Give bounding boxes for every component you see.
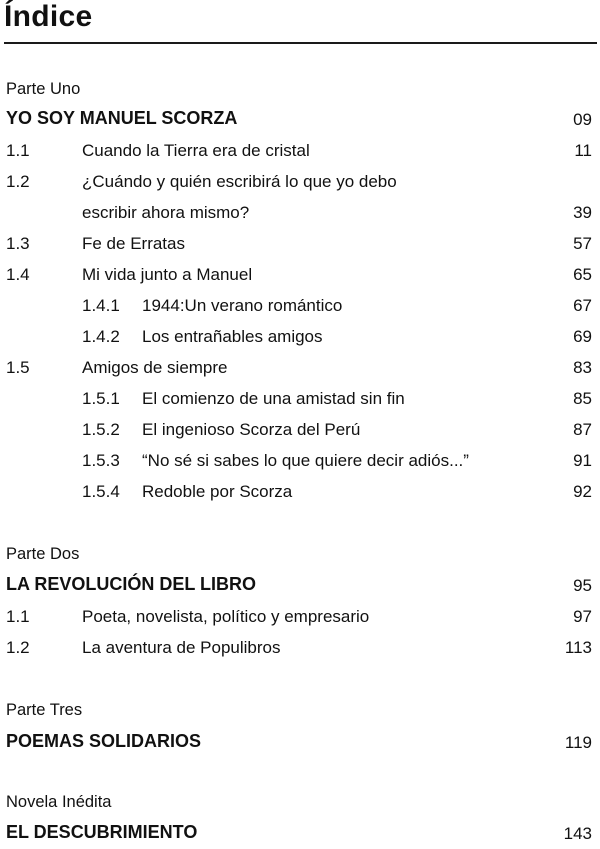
part-label: Novela Inédita [6,793,112,811]
entry-number: 1.3 [6,234,30,253]
part-label: Parte Uno [6,80,81,98]
part-page-number: 09 [573,110,592,129]
entry-title: Cuando la Tierra era de cristal [82,141,310,160]
toc-subentry [0,446,600,476]
part-title: EL DESCUBRIMIENTO [6,822,198,842]
part-label: Parte Tres [6,701,83,719]
entry-number: 1.5.3 [82,451,120,470]
part-title: YO SOY MANUEL SCORZA [6,108,238,128]
entry-title: escribir ahora mismo? [82,203,250,222]
entry-number: 1.2 [6,638,30,657]
entry-page-number: 65 [573,265,592,284]
entry-page-number: 67 [573,296,592,315]
title-rule [4,42,597,44]
index-title: Índice [4,0,93,33]
entry-title: Redoble por Scorza [142,482,293,501]
entry-number: 1.4.1 [82,296,120,315]
entry-title: Amigos de siempre [82,358,228,377]
part-page-number: 143 [563,824,592,843]
entry-page-number: 11 [574,141,592,160]
entry-number: 1.2 [6,172,30,191]
entry-title: ¿Cuándo y quién escribirá lo que yo debo [82,172,397,191]
entry-title: La aventura de Populibros [82,638,281,657]
entry-number: 1.1 [6,141,30,160]
entry-title: Fe de Erratas [82,234,185,253]
part-title: LA REVOLUCIÓN DEL LIBRO [6,574,257,594]
entry-number: 1.5 [6,358,30,377]
toc-subentry [0,291,600,321]
toc-entry [0,633,600,663]
entry-title: Los entrañables amigos [142,327,323,346]
entry-title: El comienzo de una amistad sin fin [142,389,405,408]
entry-number: 1.4 [6,265,30,284]
entry-number: 1.5.4 [82,482,120,501]
toc-subentry [0,384,600,414]
part-page-number: 95 [573,576,592,595]
entry-page-number: 69 [573,327,592,346]
toc-entry [0,229,600,259]
toc-entry [0,136,600,166]
toc-entry [0,602,600,632]
entry-page-number: 85 [573,389,592,408]
part-label: Parte Dos [6,545,80,563]
entry-title: El ingenioso Scorza del Perú [142,420,361,439]
entry-page-number: 92 [573,482,592,501]
entry-page-number: 97 [573,607,592,626]
toc-entry [0,167,600,197]
entry-number: 1.5.1 [82,389,120,408]
entry-title: “No sé si sabes lo que quiere decir adiós...” [142,451,469,470]
toc-entry-continuation [0,198,600,228]
toc-entry [0,353,600,383]
entry-number: 1.5.2 [82,420,120,439]
toc-subentry [0,322,600,352]
toc-subentry [0,415,600,445]
entry-number: 1.1 [6,607,30,626]
entry-number: 1.4.2 [82,327,120,346]
entry-page-number: 87 [573,420,592,439]
entry-title: Mi vida junto a Manuel [82,265,253,284]
part-title: POEMAS SOLIDARIOS [6,731,202,751]
part-page-number: 119 [564,733,592,752]
entry-page-number: 91 [573,451,592,470]
entry-page-number: 113 [564,638,592,657]
toc-subentry [0,477,600,507]
entry-title: Poeta, novelista, político y empresario [82,607,370,626]
entry-page-number: 57 [573,234,592,253]
entry-page-number: 39 [573,203,592,222]
entry-title: 1944:Un verano romántico [142,296,343,315]
entry-page-number: 83 [573,358,592,377]
toc-entry [0,260,600,290]
